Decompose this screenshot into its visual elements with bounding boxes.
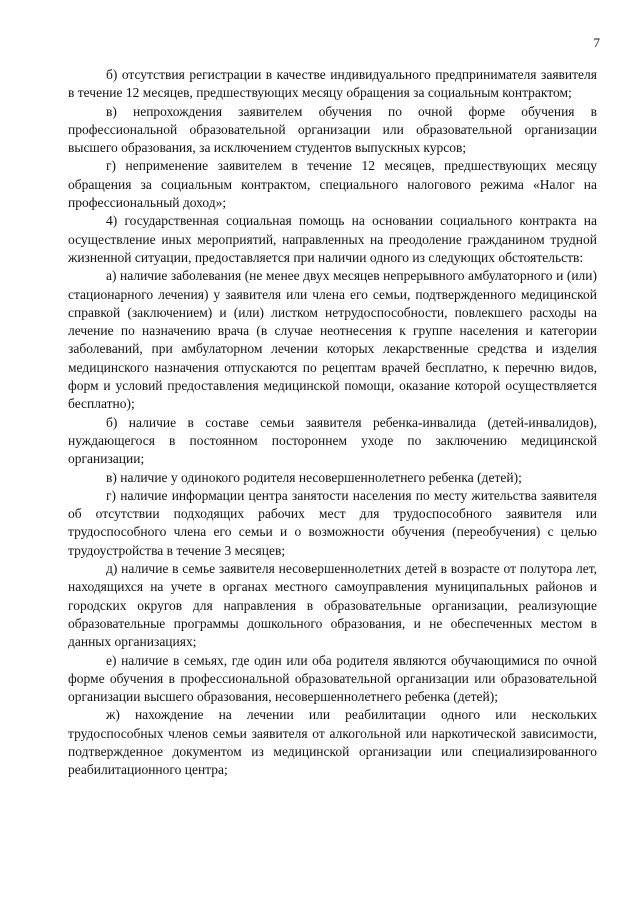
paragraph-b-registration: б) отсутствия регистрации в качестве индивидуального предпринимателя заявителя в течение 12 месяцев, предшествующих месяцу обращения за социальным контрактом;	[68, 67, 597, 101]
paragraph-e-student-parents: е) наличие в семьях, где один или оба родителя являются обучающимися по очной форме обучения в профессиональной образовательной организации или образовательной организации высшего образования, несовершеннолетнего ребенка (детей);	[68, 652, 597, 705]
paragraph-g-tax-regime: г) неприменение заявителем в течение 12 месяцев, предшествующих месяцу обращения за социальным контрактом, специального налогового режима «Налог на профессиональный доход»;	[68, 158, 597, 211]
paragraph-v-single-parent: в) наличие у одинокого родителя несовершеннолетнего ребенка (детей);	[106, 469, 522, 485]
paragraph-d-preschool: д) наличие в семье заявителя несовершеннолетних детей в возрасте от полутора лет, находящихся на учете в органах местного самоуправления муниципальных районов и городских округов для направления в образовательные организации, реализующие образовательные программы дошкольного образования, и не обеспеченных местом в данных организациях;	[68, 561, 597, 650]
paragraph-g-employment-center: г) наличие информации центра занятости населения по месту жительства заявителя об отсутствии подходящих рабочих мест для трудоспособного заявителя или трудоспособного члена его семьи и о возможности обучения (переобучения) с целью трудоустройства в течение 3 месяцев;	[68, 487, 597, 558]
paragraph-zh-rehabilitation: ж) нахождение на лечении или реабилитации одного или нескольких трудоспособных членов семьи заявителя от алкогольной или наркотической зависимости, подтвержденное документом из медицинской организации или специализированного реабилитационного центра;	[68, 707, 597, 778]
paragraph-v-education: в) непрохождения заявителем обучения по очной форме обучения в профессиональной образовательной организации или образовательной организации высшего образования, за исключением студентов выпускных курсов;	[68, 103, 597, 156]
paragraph-4-other-measures: 4) государственная социальная помощь на основании социального контракта на осуществление иных мероприятий, направленных на преодоление гражданином трудной жизненной ситуации, предоставляется при наличии одного из следующих обстоятельств:	[68, 213, 597, 265]
document-body	[68, 66, 597, 780]
paragraph-a-illness: а) наличие заболевания (не менее двух месяцев непрерывного амбулаторного и (или) стационарного лечения) у заявителя или члена его семьи, подтвержденного медицинской справкой (заключением) и (или) листком нетрудоспособности, повлекшего расходы на лечение по назначению врача (в случае неотнесения к группе населения и категории заболеваний, при амбулаторном лечении которых лекарственные средства и изделия медицинского назначения отпускаются по рецептам врачей бесплатно, к перечню видов, форм и условий предоставления медицинской помощи, оказание которой осуществляется бесплатно);	[68, 268, 597, 412]
paragraph-b-disabled-child: б) наличие в составе семьи заявителя ребенка-инвалида (детей-инвалидов), нуждающегося в постоянном постороннем уходе по заключению медицинской организации;	[68, 414, 597, 467]
page-number: 7	[593, 35, 600, 50]
